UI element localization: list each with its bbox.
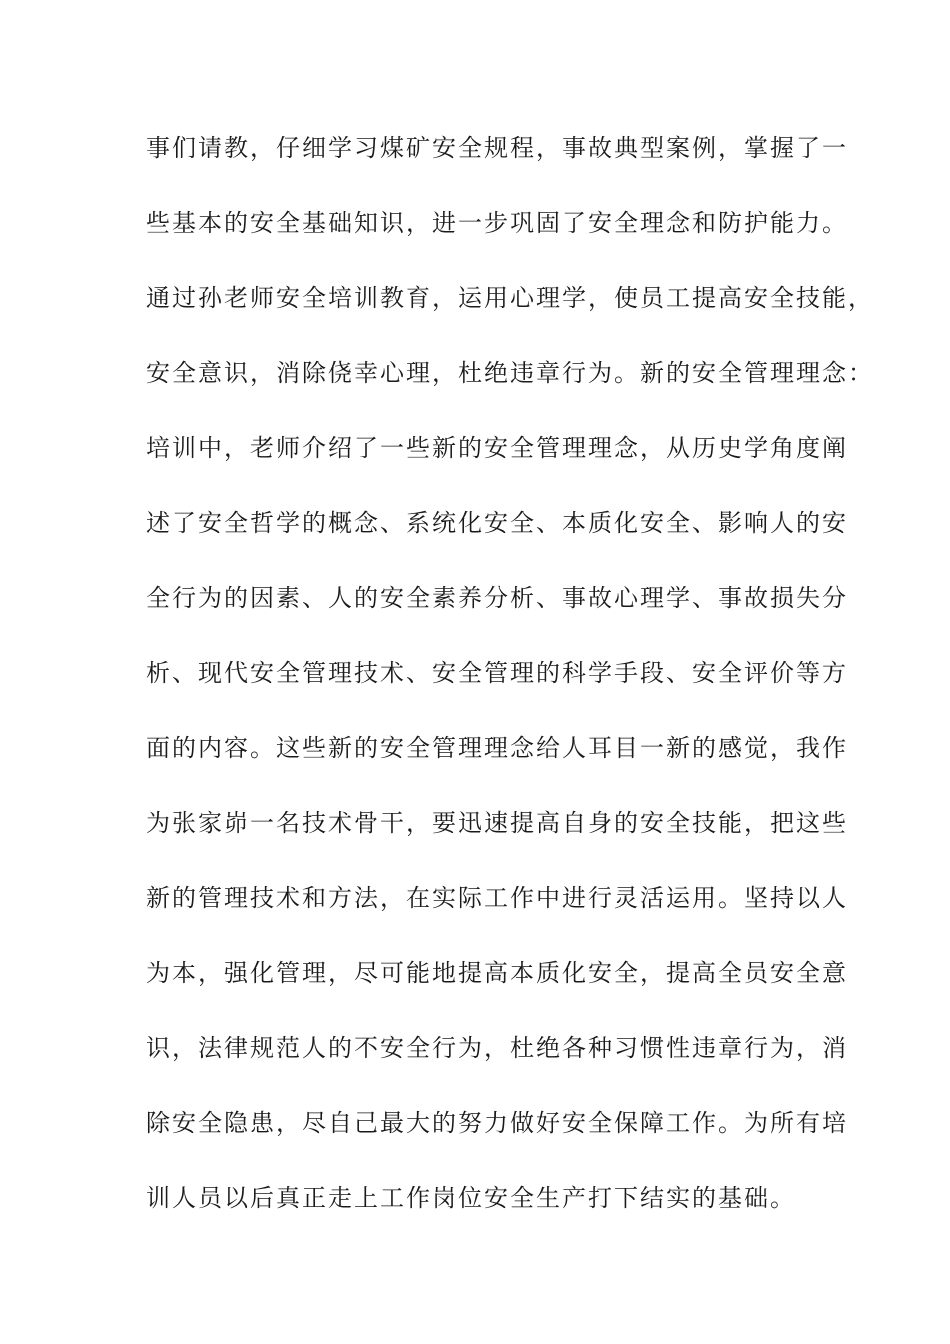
text-line: 为本，强化管理，尽可能地提高本质化安全，提高全员安全意 [146,959,848,987]
text-line: 安全意识，消除侥幸心理，杜绝违章行为。新的安全管理理念： [146,359,874,387]
body-text [146,128,874,1253]
text-line: 识，法律规范人的不安全行为，杜绝各种习惯性违章行为，消 [146,1034,848,1062]
text-line: 除安全隐患，尽自己最大的努力做好安全保障工作。为所有培 [146,1109,848,1137]
text-line: 培训中，老师介绍了一些新的安全管理理念，从历史学角度阐 [146,434,848,462]
text-line: 新的管理技术和方法，在实际工作中进行灵活运用。坚持以人 [146,884,848,912]
text-line: 事们请教，仔细学习煤矿安全规程，事故典型案例，掌握了一 [146,134,848,162]
text-line: 为张家峁一名技术骨干，要迅速提高自身的安全技能，把这些 [146,809,848,837]
text-line: 述了安全哲学的概念、系统化安全、本质化安全、影响人的安 [146,509,848,537]
text-line: 面的内容。这些新的安全管理理念给人耳目一新的感觉，我作 [146,734,848,762]
text-line: 全行为的因素、人的安全素养分析、事故心理学、事故损失分 [146,584,848,612]
text-line: 些基本的安全基础知识，进一步巩固了安全理念和防护能力。 [146,209,848,237]
text-line: 通过孙老师安全培训教育，运用心理学，使员工提高安全技能， [146,284,874,312]
text-line: 析、现代安全管理技术、安全管理的科学手段、安全评价等方 [146,659,848,687]
text-line: 训人员以后真正走上工作岗位安全生产打下结实的基础。 [146,1184,796,1212]
